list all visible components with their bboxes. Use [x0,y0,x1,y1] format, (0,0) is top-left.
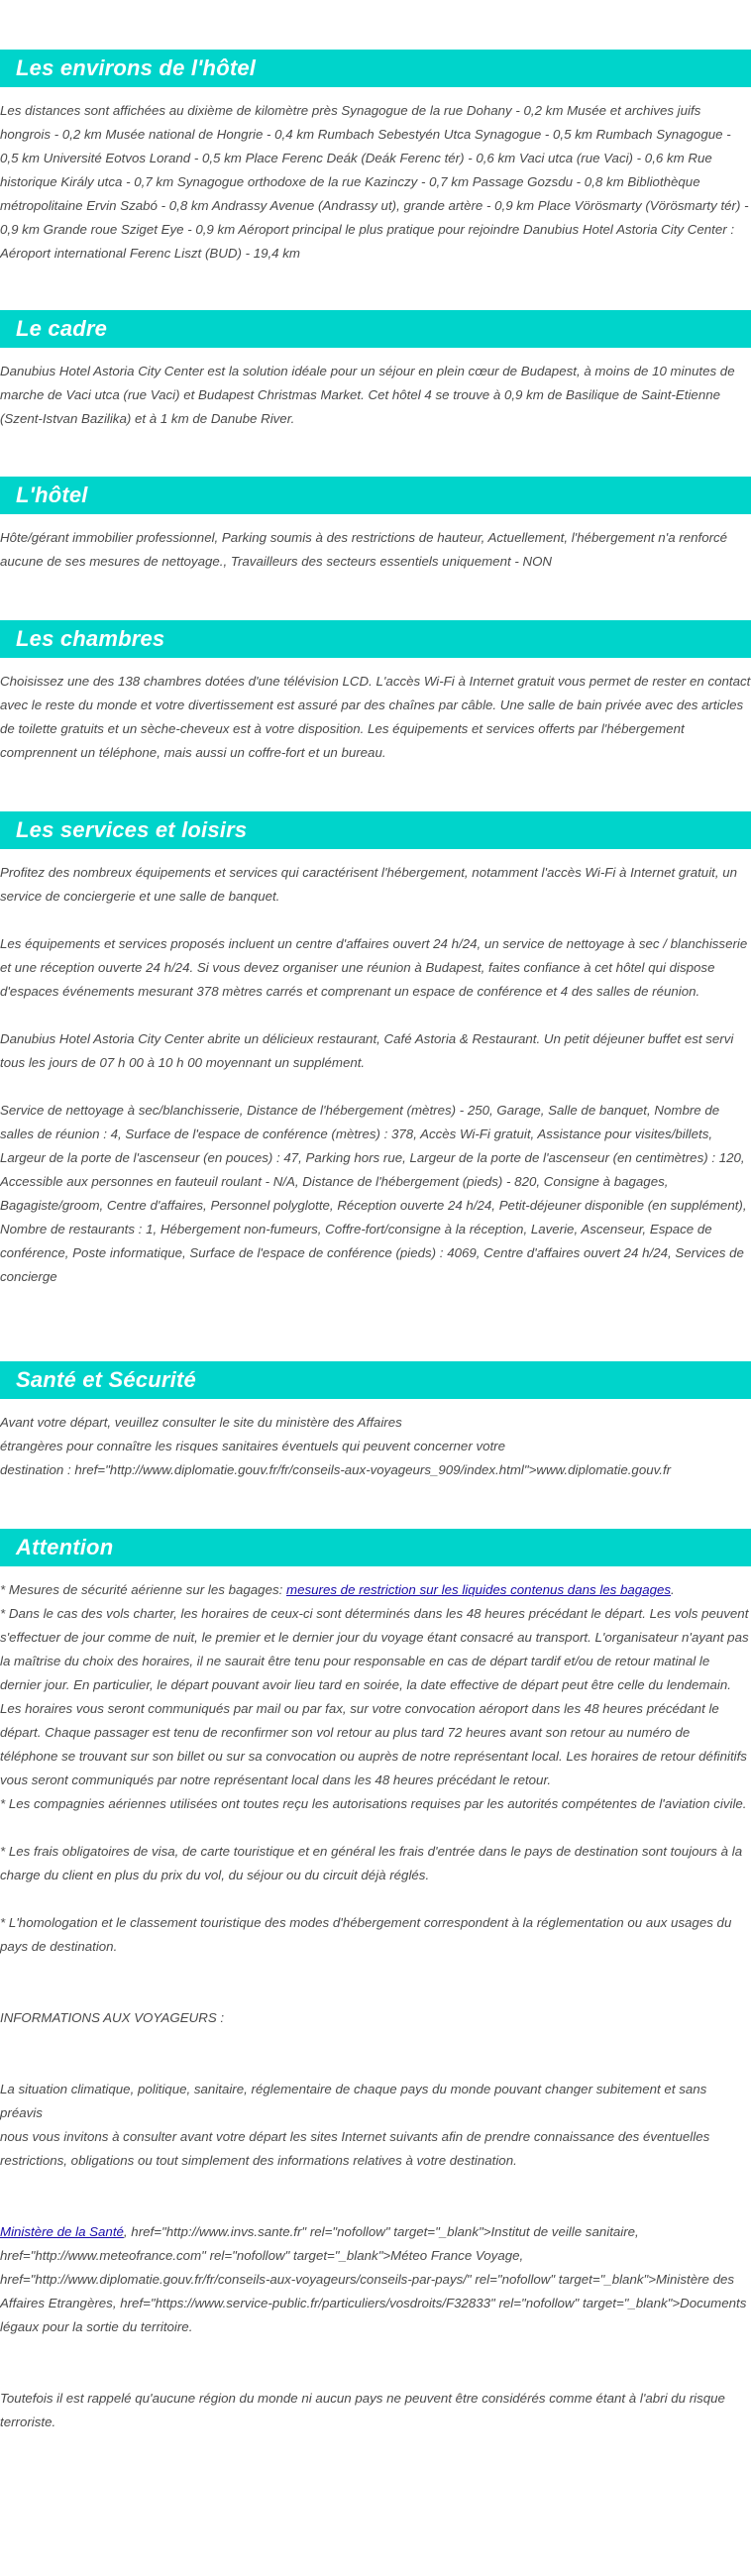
section-sante [0,1361,751,1482]
section-title-sante: Santé et Sécurité [0,1361,751,1399]
chambres-paragraph: Choisissez une des 138 chambres dotées d'une télévision LCD. L'accès Wi-Fi à Internet gratuit vous permet de rester en contact avec le reste du monde et votre divertissement est assuré par des chaînes par câble. Une salle de bain privée avec des articles de toilette gratuits et un sèche-cheveux est à votre disposition. Les équipements et services offerts par l'hébergement comprennent un téléphone, mais aussi un coffre-fort et un bureau. [0,674,751,760]
environs-text [0,99,751,266]
climate-line-2: nous vous invitons à consulter avant votre départ les sites Internet suivants afin de prendre connaissance des éventuelles restrictions, obligations ou tout simplement des informations relatives à votre destination. [0,2129,710,2168]
bullet-1-prefix: * Mesures de sécurité aérienne sur les bagages: [0,1582,286,1597]
section-title-hotel: L'hôtel [0,477,751,514]
section-title-chambres: Les chambres [0,620,751,658]
section-services [0,811,751,1289]
ministere-sante-link[interactable]: Ministère de la Santé [0,2224,124,2239]
section-title-services: Les services et loisirs [0,811,751,849]
attention-bullet-4: * Les frais obligatoires de visa, de carte touristique et en général les frais d'entrée dans le pays de destination sont toujours à la charge du client en plus du prix du vol, du séjour ou du circuit déjà réglés. [0,1844,743,1882]
attention-bullet-1 [0,1578,751,1602]
environs-paragraph: Les distances sont affichées au dixième de kilomètre près Synagogue de la rue Dohany - 0,2 km Musée et archives juifs hongrois - 0,2 km Musée national de Hongrie - 0,4 km Rumbach Sebestyén Utca Synagogue - 0,5 km Rumbach Synagogue - 0,5 km Université Eotvos Lorand - 0,5 km Place Ferenc Deák (Deák Ferenc tér) - 0,6 km Vaci utca (rue Vaci) - 0,6 km Rue historique Király utca - 0,7 km Synagogue orthodoxe de la rue Kazinczy - 0,7 km Passage Gozsdu - 0,8 km Bibliothèque métropolitaine Ervin Szabó - 0,8 km Andrassy Avenue (Andrassy ut), grande artère - 0,9 km Place Vörösmarty (Vörösmarty tér) - 0,9 km Grande roue Sziget Eye - 0,9 km Aéroport principal le plus pratique pour rejoindre Danubius Hotel Astoria City Center : Aéroport international Ferenc Liszt (BUD) - 19,4 km [0,103,749,261]
section-title-environs: Les environs de l'hôtel [0,50,751,87]
sante-line-1: Avant votre départ, veuillez consulter le site du ministère des Affaires [0,1415,402,1430]
section-hotel [0,477,751,574]
section-title-cadre: Le cadre [0,310,751,348]
sante-text [0,1411,751,1482]
terror-notice: Toutefois il est rappelé qu'aucune région du monde ni aucun pays ne peuvent être considérés comme étant à l'abri du risque terroriste. [0,2391,725,2429]
bullet-1-suffix: . [671,1582,675,1597]
attention-bullet-2: * Dans le cas des vols charter, les horaires de ceux-ci sont déterminés dans les 48 heures précédant le départ. Les vols peuvent s'effectuer de jour comme de nuit, le premier et le dernier jour du voyage étant consacré au transport. L'organisateur n'ayant pas la maîtrise du choix des horaires, il ne saurait être tenu pour responsable en cas de départ tardif et/ou de retour matinal le dernier jour. En particulier, le départ pouvant avoir lieu tard en soirée, la date effective de départ peut être celle du lendemain. Les horaires vous seront communiqués par mail ou par fax, sur votre convocation aéroport dans les 48 heures précédant le départ. Chaque passager est tenu de reconfirmer son vol retour au plus tard 72 heures avant son retour au numéro de téléphone se trouvant sur son billet ou sur sa convocation ou auprès de notre représentant local. Les horaires de retour définitifs vous seront communiqués par notre représentant local dans les 48 heures précédant le retour. [0,1606,749,1787]
attention-bullet-5: * L'homologation et le classement touristique des modes d'hébergement correspondent à la réglementation ou aux usages du pays de destination. [0,1915,732,1954]
attention-text [0,1578,751,2434]
services-paragraph-1: Profitez des nombreux équipements et services qui caractérisent l'hébergement, notamment l'accès Wi-Fi à Internet gratuit, un service de conciergerie et une salle de banquet. [0,865,738,904]
cadre-text [0,360,751,431]
section-attention [0,1529,751,2434]
hotel-text [0,526,751,574]
info-heading: INFORMATIONS AUX VOYAGEURS : [0,2010,225,2025]
links-paragraph [0,2220,751,2339]
climate-line-1: La situation climatique, politique, sanitaire, réglementaire de chaque pays du monde pouvant changer subitement et sans préavis [0,2082,707,2120]
sante-line-2: étrangères pour connaître les risques sanitaires éventuels qui peuvent concerner votre [0,1439,506,1453]
section-title-attention: Attention [0,1529,751,1566]
liquids-restriction-link[interactable]: mesures de restriction sur les liquides contenus dans les bagages [286,1582,672,1597]
cadre-paragraph: Danubius Hotel Astoria City Center est la solution idéale pour un séjour en plein cœur de Budapest, à moins de 10 minutes de marche de Vaci utca (rue Vaci) et Budapest Christmas Market. Cet hôtel 4 se trouve à 0,9 km de Basilique de Saint-Etienne (Szent-Istvan Bazilika) et à 1 km de Danube River. [0,364,735,426]
hotel-paragraph: Hôte/gérant immobilier professionnel, Parking soumis à des restrictions de hauteur, Actuellement, l'hébergement n'a renforcé aucune de ses mesures de nettoyage., Travailleurs des secteurs essentiels uniquement - NON [0,530,728,569]
section-environs [0,50,751,266]
sante-line-3: destination : href="http://www.diplomatie.gouv.fr/fr/conseils-aux-voyageurs_909/index.html">www.diplomatie.gouv.fr [0,1462,672,1477]
services-paragraph-2: Les équipements et services proposés incluent un centre d'affaires ouvert 24 h/24, un service de nettoyage à sec / blanchisserie et une réception ouverte 24 h/24. Si vous devez organiser une réunion à Budapest, faites confiance à cet hôtel qui dispose d'espaces événements mesurant 378 mètres carrés et comprenant un espace de conférence et 4 des salles de réunion. [0,936,748,999]
attention-bullet-3: * Les compagnies aériennes utilisées ont toutes reçu les autorisations requises par les autorités compétentes de l'aviation civile. [0,1796,747,1811]
chambres-text [0,670,751,765]
services-paragraph-4: Service de nettoyage à sec/blanchisserie, Distance de l'hébergement (mètres) - 250, Garage, Salle de banquet, Nombre de salles de réunion : 4, Surface de l'espace de conférence (mètres) : 378, Accès Wi-Fi gratuit, Assistance pour visites/billets, Largeur de la porte de l'ascenseur (en pouces) : 47, Parking hors rue, Largeur de la porte de l'ascenseur (en centimètres) : 120, Accessible aux personnes en fauteuil roulant - N/A, Distance de l'hébergement (pieds) - 820, Consigne à bagages, Bagagiste/groom, Centre d'affaires, Personnel polyglotte, Réception ouverte 24 h/24, Petit-déjeuner disponible (en supplément), Nombre de restaurants : 1, Hébergement non-fumeurs, Coffre-fort/consigne à la réception, Laverie, Ascenseur, Espace de conférence, Poste informatique, Surface de l'espace de conférence (pieds) : 4069, Centre d'affaires ouvert 24 h/24, Services de concierge [0,1103,747,1284]
section-cadre [0,310,751,431]
section-chambres [0,620,751,765]
links-rest: , href="http://www.invs.sante.fr" rel="nofollow" target="_blank">Institut de veille sanitaire, href="http://www.meteofrance.com" rel="nofollow" target="_blank">Méteo France Voyage, href="http://www.diplomatie.gouv.fr/fr/conseils-aux-voyageurs/conseils-par-pays/" rel="nofollow" target="_blank">Ministère des Affaires Etrangères, href="https://www.service-public.fr/particuliers/vosdroits/F32833" rel="nofollow" target="_blank">Documents légaux pour la sortie du territoire. [0,2224,747,2334]
services-paragraph-3: Danubius Hotel Astoria City Center abrite un délicieux restaurant, Café Astoria & Restaurant. Un petit déjeuner buffet est servi tous les jours de 07 h 00 à 10 h 00 moyennant un supplément. [0,1031,734,1070]
services-text [0,861,751,1289]
